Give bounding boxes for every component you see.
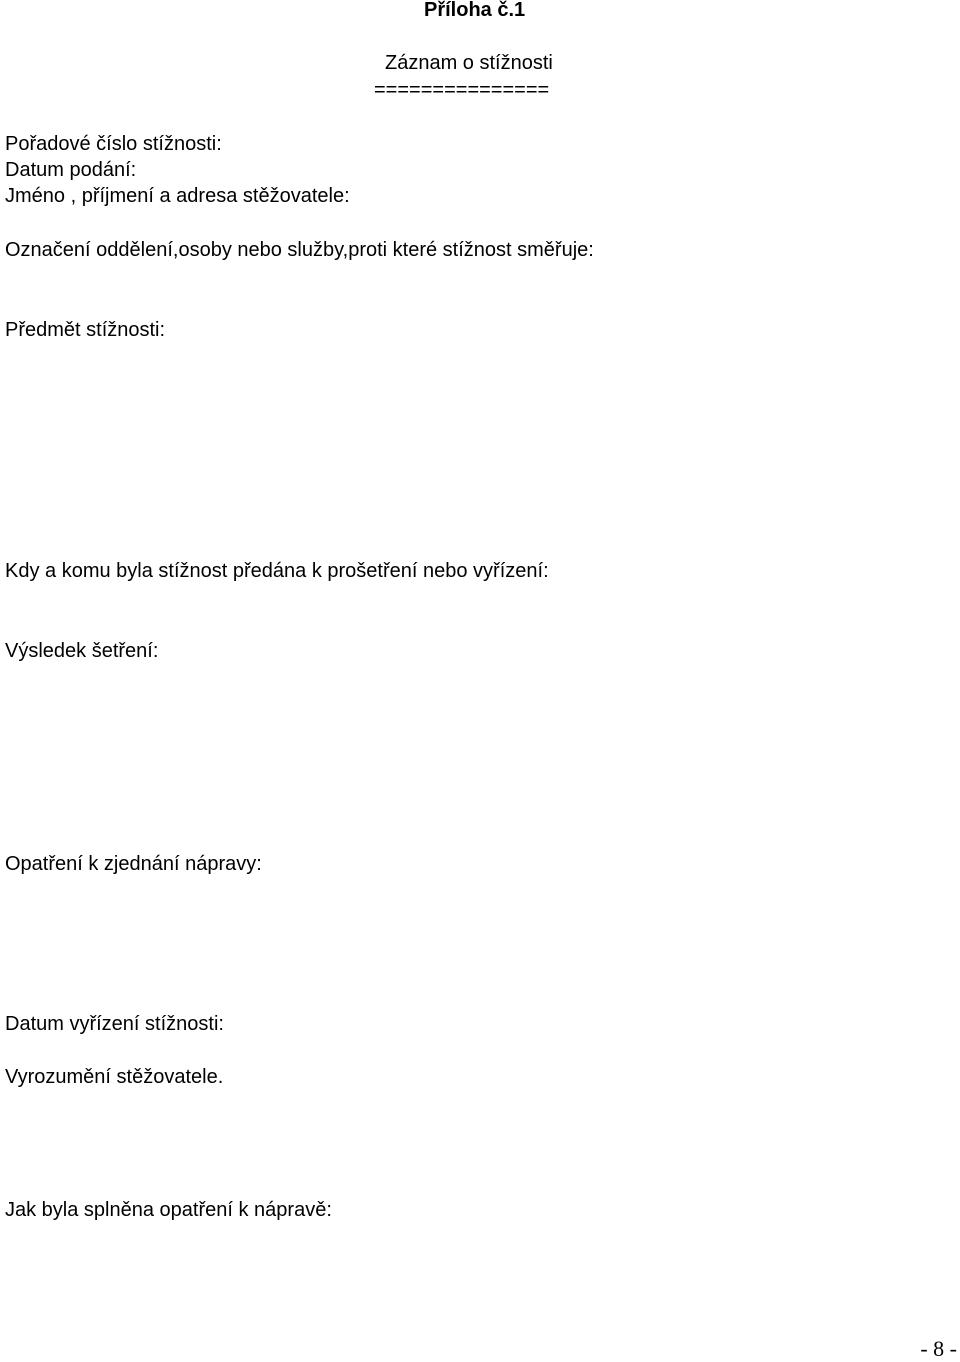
- document-title: Záznam o stížnosti: [385, 52, 553, 74]
- target-label: Označení oddělení,osoby nebo služby,proti které stížnost směřuje:: [5, 239, 594, 261]
- result-label: Výsledek šetření:: [5, 640, 159, 662]
- serial-number-label: Pořadové číslo stížnosti:: [5, 133, 222, 155]
- notification-label: Vyrozumění stěžovatele.: [5, 1066, 224, 1088]
- resolution-date-label: Datum vyřízení stížnosti:: [5, 1013, 224, 1035]
- remedy-fulfilment-label: Jak byla splněna opatření k nápravě:: [5, 1199, 332, 1221]
- handover-label: Kdy a komu byla stížnost předána k prošetření nebo vyřízení:: [5, 560, 549, 582]
- subject-label: Předmět stížnosti:: [5, 319, 166, 341]
- title-underline: ===============: [374, 79, 550, 101]
- submission-date-label: Datum podání:: [5, 159, 137, 181]
- remedy-label: Opatření k zjednání nápravy:: [5, 853, 262, 875]
- complainant-label: Jméno , příjmení a adresa stěžovatele:: [5, 185, 350, 207]
- attachment-label: Příloha č.1: [424, 0, 526, 21]
- page-number: - 8 -: [920, 1336, 957, 1361]
